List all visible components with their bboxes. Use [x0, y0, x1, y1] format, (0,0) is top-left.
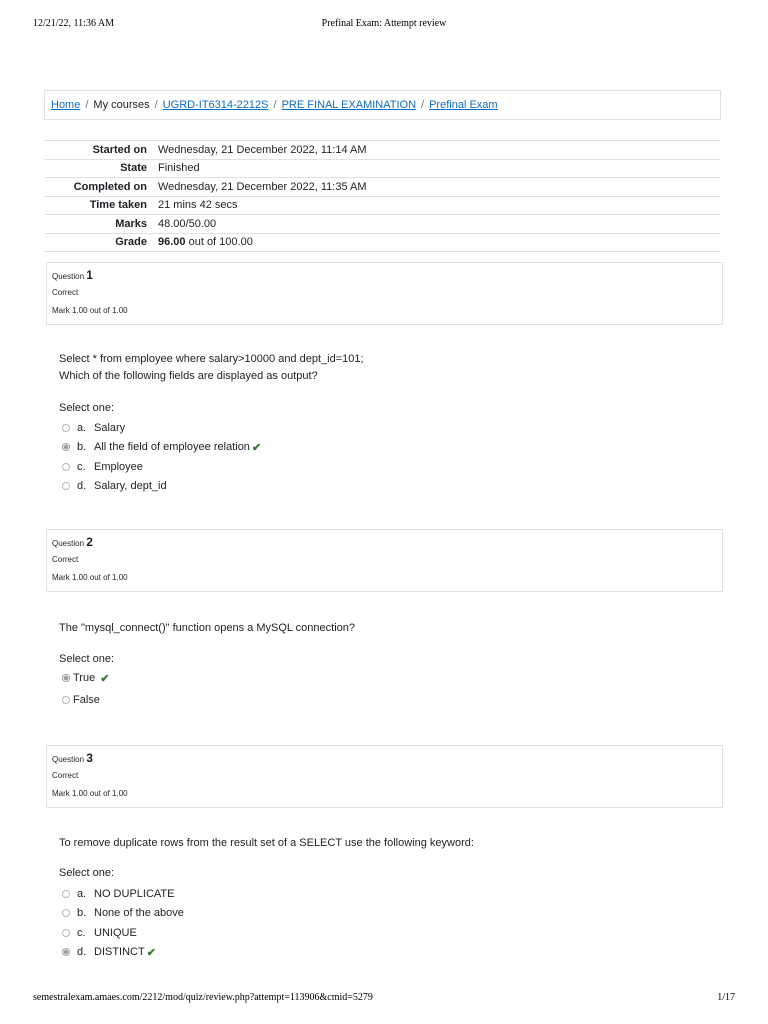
option-text: All the field of employee relation — [94, 441, 250, 454]
radio-button-selected[interactable] — [62, 948, 70, 956]
option-letter: a. — [77, 887, 87, 900]
summary-label: State — [44, 159, 155, 178]
question-info-3 — [46, 745, 723, 808]
summary-row — [44, 141, 721, 160]
select-one-prompt: Select one: — [59, 402, 115, 414]
breadcrumb-section-link[interactable]: PRE FINAL EXAMINATION — [281, 99, 417, 111]
option-letter: b. — [77, 907, 87, 920]
summary-label: Grade — [44, 233, 155, 252]
correct-check-icon: ✔ — [100, 672, 110, 685]
summary-label: Marks — [44, 215, 155, 234]
breadcrumb-quiz-link[interactable]: Prefinal Exam — [429, 99, 498, 111]
radio-button[interactable] — [62, 463, 70, 471]
print-footer — [0, 992, 768, 1006]
breadcrumb — [44, 90, 721, 120]
answer-option[interactable] — [62, 477, 261, 497]
answer-option[interactable] — [62, 904, 184, 924]
radio-button[interactable] — [62, 482, 70, 490]
attempt-summary-table — [44, 140, 721, 252]
summary-label: Time taken — [44, 196, 155, 215]
option-letter: b. — [77, 441, 87, 454]
option-text: Salary, dept_id — [94, 480, 167, 493]
question-state: Correct — [52, 288, 79, 297]
radio-button[interactable] — [62, 890, 70, 898]
question-grade: Mark 1.00 out of 1.00 — [52, 573, 128, 582]
question-info-1 — [46, 262, 723, 325]
summary-row — [44, 178, 721, 197]
correct-check-icon: ✔ — [146, 946, 156, 959]
breadcrumb-home-link[interactable]: Home — [51, 99, 81, 111]
option-text: True — [73, 672, 96, 684]
question-text-1 — [59, 351, 364, 385]
question-number: 2 — [86, 535, 93, 549]
select-one-prompt: Select one: — [59, 653, 115, 665]
summary-value — [155, 233, 721, 252]
question-number: 1 — [86, 268, 93, 282]
option-text: None of the above — [94, 907, 184, 920]
summary-row — [44, 196, 721, 215]
grade-suffix: out of 100.00 — [188, 236, 253, 249]
print-datetime: 12/21/22, 11:36 AM — [33, 18, 115, 29]
question-text-line: Which of the following fields are displayed as output? — [59, 370, 318, 382]
option-text: False — [73, 694, 100, 706]
option-text: UNIQUE — [94, 926, 137, 939]
answer-options-3 — [62, 884, 184, 962]
answer-options-2 — [62, 667, 109, 711]
summary-value: Wednesday, 21 December 2022, 11:14 AM — [155, 141, 721, 160]
option-letter: d. — [77, 480, 87, 493]
option-letter: d. — [77, 946, 87, 959]
question-label: Question — [52, 272, 85, 281]
question-info-2 — [46, 529, 723, 592]
breadcrumb-separator: / — [85, 99, 89, 111]
option-letter: a. — [77, 421, 87, 434]
question-label: Question — [52, 755, 85, 764]
print-url: semestralexam.amaes.com/2212/mod/quiz/review.php?attempt=113906&cmid=5279 — [33, 992, 373, 1003]
question-text-3 — [59, 835, 474, 852]
option-letter: c. — [77, 460, 86, 473]
radio-button[interactable] — [62, 929, 70, 937]
question-text-line: Select * from employee where salary>10000 and dept_id=101; — [59, 353, 364, 365]
option-text: NO DUPLICATE — [94, 887, 175, 900]
summary-row — [44, 159, 721, 178]
answer-options-1 — [62, 418, 261, 496]
question-state: Correct — [52, 771, 79, 780]
answer-option[interactable] — [62, 438, 261, 458]
answer-option[interactable] — [62, 457, 261, 477]
breadcrumb-separator: / — [154, 99, 158, 111]
answer-option[interactable] — [62, 923, 184, 943]
summary-label: Completed on — [44, 178, 155, 197]
question-grade: Mark 1.00 out of 1.00 — [52, 306, 128, 315]
question-grade: Mark 1.00 out of 1.00 — [52, 789, 128, 798]
question-text-line: To remove duplicate rows from the result set of a SELECT use the following keyword: — [59, 837, 474, 849]
question-number: 3 — [86, 751, 93, 765]
radio-button[interactable] — [62, 696, 70, 704]
option-text: Salary — [94, 421, 126, 434]
answer-option[interactable] — [62, 884, 184, 904]
breadcrumb-separator: / — [273, 99, 277, 111]
print-page-number: 1/17 — [717, 992, 735, 1003]
summary-value: Wednesday, 21 December 2022, 11:35 AM — [155, 178, 721, 197]
correct-check-icon: ✔ — [251, 441, 262, 454]
summary-value: Finished — [155, 159, 721, 178]
radio-button[interactable] — [62, 424, 70, 432]
print-page-title: Prefinal Exam: Attempt review — [321, 18, 447, 29]
answer-option[interactable] — [62, 943, 184, 963]
breadcrumb-course-link[interactable]: UGRD-IT6314-2212S — [162, 99, 269, 111]
summary-label: Started on — [44, 141, 155, 160]
question-label: Question — [52, 539, 85, 548]
summary-value: 48.00/50.00 — [155, 215, 721, 234]
answer-option[interactable] — [62, 667, 109, 689]
summary-value: 21 mins 42 secs — [155, 196, 721, 215]
grade-score: 96.00 — [158, 236, 186, 249]
select-one-prompt: Select one: — [59, 867, 115, 879]
print-header — [0, 18, 768, 32]
option-text: Employee — [94, 460, 143, 473]
option-text: DISTINCT — [94, 946, 145, 959]
summary-row — [44, 215, 721, 234]
answer-option[interactable] — [62, 689, 109, 711]
answer-option[interactable] — [62, 418, 261, 438]
radio-button[interactable] — [62, 909, 70, 917]
option-letter: c. — [77, 926, 86, 939]
breadcrumb-my-courses: My courses — [93, 99, 150, 111]
question-text-line: The "mysql_connect()" function opens a MySQL connection? — [59, 622, 356, 634]
radio-button-selected[interactable] — [62, 443, 70, 451]
summary-row-grade — [44, 233, 721, 252]
question-text-2 — [59, 620, 355, 637]
radio-button-selected[interactable] — [62, 674, 70, 682]
question-state: Correct — [52, 555, 79, 564]
breadcrumb-separator: / — [421, 99, 425, 111]
